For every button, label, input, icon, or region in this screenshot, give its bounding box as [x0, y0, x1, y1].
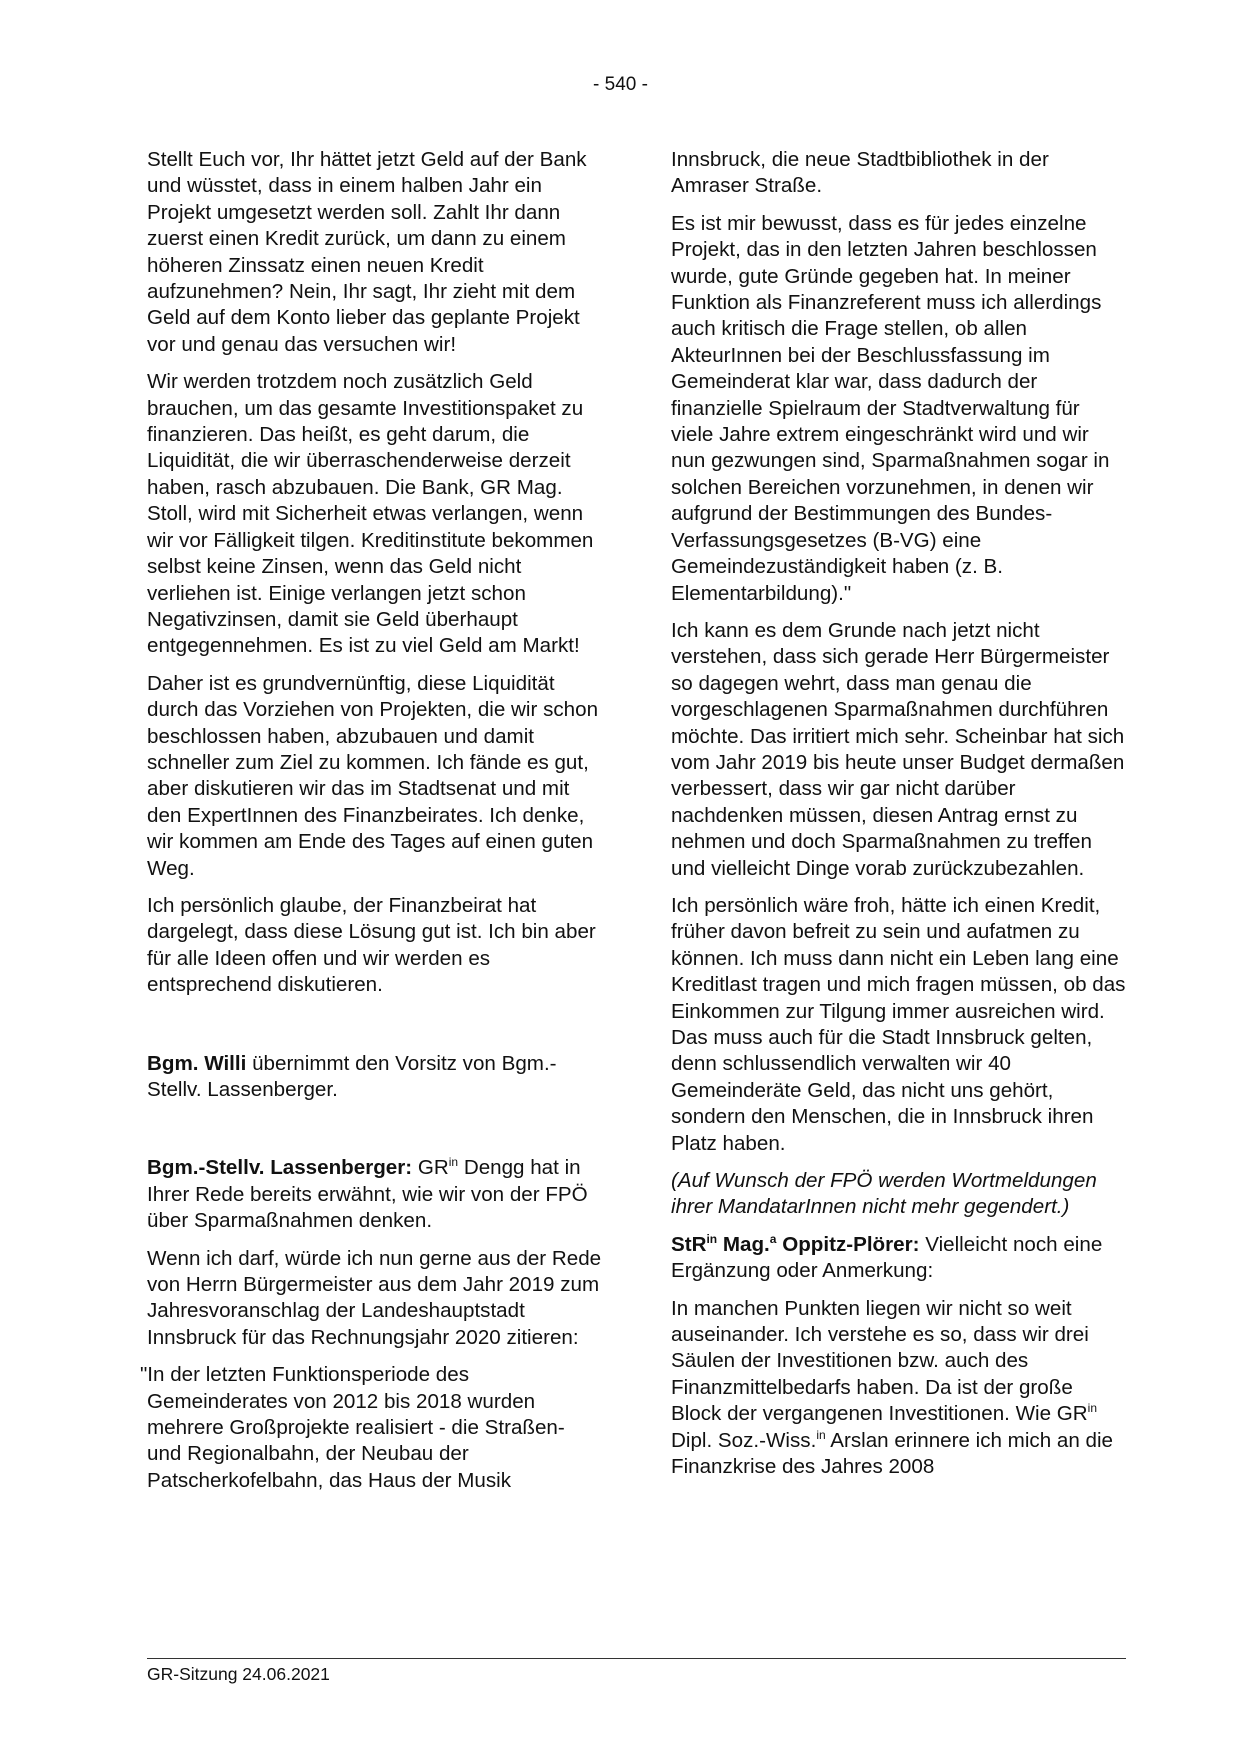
paragraph-text: Arslan erinnere ich mich an die Finanzkrise des Jahres 2008 — [671, 1428, 1113, 1479]
quote-paragraph: "In der letzten Funktionsperiode des Gemeinderates von 2012 bis 2018 wurden mehrere Großprojekte realisiert - die Straßen- und Regionalbahn, der Neubau der Patscherkofelbahn, das Haus der Musik — [140, 1363, 565, 1492]
paragraph-text: In manchen Punkten liegen wir nicht so weit auseinander. Ich verstehe es so, dass wir drei Säulen der Investitionen bzw. auch des Finanzmittelbedarfs haben. Da ist der große Block der vergangenen Investitionen. Wie GR — [671, 1296, 1089, 1426]
speaker-name: Bgm.-Stellv. Lassenberger: — [147, 1156, 413, 1180]
quote-paragraph: Es ist mir bewusst, dass es für jedes einzelne Projekt, das in den letzten Jahren beschlossen wurde, gute Gründe gegeben hat. In meiner Funktion als Finanzreferent muss ich allerdings auch kritisch die Frage stellen, ob allen AkteurInnen bei der Beschlussfassung im Gemeinderat klar war, dass dadurch der finanzielle Spielraum der Stadtverwaltung für viele Jahre extrem eingeschränkt wird und wir nun gezwungen sind, Sparmaßnahmen sogar in solchen Bereichen vorzunehmen, in denen wir aufgrund der Bestimmungen des Bundes-Verfassungsgesetzes (B-VG) eine Gemeindezuständigkeit haben (z. B. Elementarbildung)." — [671, 211, 1110, 605]
paragraph: Ich persönlich wäre froh, hätte ich einen Kredit, früher davon befreit zu sein und aufatmen zu können. Ich muss dann nicht ein Leben lang eine Kreditlast tragen und mich fragen müssen, ob das Einkommen zur Tilgung immer ausreichen wird. Das muss auch für die Stadt Innsbruck gelten, denn schlussendlich verwalten wir 40 Gemeinderäte Geld, das nicht uns gehört, sondern den Menschen, die in Innsbruck ihren Platz haben. — [671, 893, 1126, 1155]
title-abbrev: Mag. — [717, 1232, 770, 1256]
paragraph-text: Dipl. Soz.-Wiss. — [671, 1428, 817, 1452]
speech-intro — [147, 1155, 602, 1234]
paragraph: Ich persönlich glaube, der Finanzbeirat hat dargelegt, dass diese Lösung gut ist. Ich bin aber für alle Ideen offen und wir werden es entsprechend diskutieren. — [147, 893, 596, 997]
speech-intro — [671, 1232, 1126, 1285]
title-abbrev: GR — [412, 1156, 449, 1180]
page-number: - 540 - — [593, 74, 648, 95]
paragraph: Wir werden trotzdem noch zusätzlich Geld brauchen, um das gesamte Investitionspaket zu finanzieren. Das heißt, es geht darum, die Liquidität, die wir überraschenderweise derzeit haben, rasch abzubauen. Die Bank, GR Mag. Stoll, wird mit Sicherheit etwas verlangen, wenn wir vor Fälligkeit tilgen. Kreditinstitute bekommen selbst keine Zinsen, wenn das Geld nicht verliehen ist. Einige verlangen jetzt schon Negativzinsen, damit sie Geld überhaupt entgegennehmen. Es ist zu viel Geld am Markt! — [147, 370, 594, 658]
chair-change-note — [147, 1051, 602, 1104]
chair-change-text: übernimmt den Vorsitz von Bgm.-Stellv. Lassenberger. — [147, 1051, 557, 1101]
title-superscript: in — [816, 1427, 826, 1442]
paragraph: Daher ist es grundvernünftig, diese Liquidität durch das Vorziehen von Projekten, die wir schon beschlossen haben, abzubauen und damit schneller zum Ziel zu kommen. Ich fände es gut, aber diskutieren wir das im Stadtsenat und mit den ExpertInnen des Finanzbeirates. Ich denke, wir kommen am Ende des Tages auf einen guten Weg. — [147, 671, 599, 880]
paragraph — [671, 1296, 1126, 1481]
paragraph: Ich kann es dem Grunde nach jetzt nicht verstehen, dass sich gerade Herr Bürgermeister so dagegen wehrt, dass man genau die vorgeschlagenen Sparmaßnahmen durchführen möchte. Das irritiert mich sehr. Scheinbar hat sich vom Jahr 2019 bis heute unser Budget dermaßen verbessert, dass wir gar nicht darüber nachdenken müssen, diesen Antrag ernst zu nehmen und doch Sparmaßnahmen zu treffen und vielleicht Dinge vorab zurückzubezahlen. — [671, 618, 1125, 880]
left-column — [140, 147, 602, 1505]
speaker-surname: Oppitz-Plörer: — [776, 1232, 920, 1256]
footer-session-date: GR-Sitzung 24.06.2021 — [147, 1664, 330, 1684]
speech-text: Vielleicht noch eine Ergänzung oder Anmerkung: — [671, 1232, 1103, 1283]
speaker-name — [671, 1233, 919, 1256]
footer-divider — [147, 1658, 1126, 1659]
editorial-note: (Auf Wunsch der FPÖ werden Wortmeldungen ihrer MandatarInnen nicht mehr gegendert.) — [671, 1169, 1097, 1219]
speech-text: Dengg hat in Ihrer Rede bereits erwähnt, wie wir von der FPÖ über Sparmaßnahmen denken. — [147, 1156, 588, 1233]
paragraph: Stellt Euch vor, Ihr hättet jetzt Geld auf der Bank und wüsstet, dass in einem halben Jahr ein Projekt umgesetzt werden soll. Zahlt Ihr dann zuerst einen Kredit zurück, um dann zu einem höheren Zinssatz einen neuen Kredit aufzunehmen? Nein, Ihr sagt, Ihr zieht mit dem Geld auf dem Konto lieber das geplante Projekt vor und genau das versuchen wir! — [147, 148, 587, 356]
title-abbrev: StR — [671, 1232, 707, 1256]
title-superscript: in — [1087, 1401, 1098, 1416]
title-superscript: a — [769, 1231, 777, 1246]
paragraph: Wenn ich darf, würde ich nun gerne aus der Rede von Herrn Bürgermeister aus dem Jahr 2019 zum Jahresvoranschlag der Landeshauptstadt Innsbruck für das Rechnungsjahr 2020 zitieren: — [147, 1246, 602, 1349]
title-superscript: in — [448, 1155, 459, 1170]
quote-paragraph: Innsbruck, die neue Stadtbibliothek in der Amraser Straße. — [671, 148, 1049, 198]
title-superscript: in — [706, 1231, 718, 1246]
speaker-name: Bgm. Willi — [147, 1051, 247, 1075]
right-column — [671, 147, 1126, 1492]
